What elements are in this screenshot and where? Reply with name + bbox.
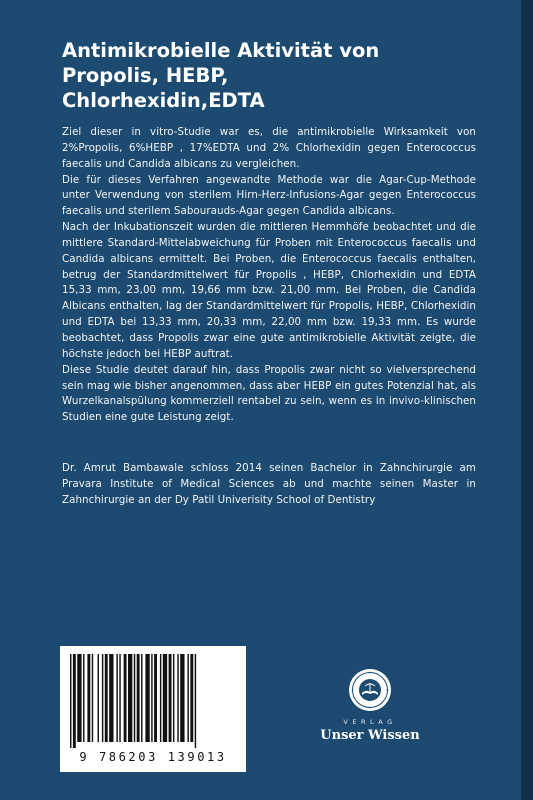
barcode-bar — [195, 654, 196, 748]
barcode-bar — [137, 654, 140, 742]
publisher-seal-icon — [348, 668, 392, 712]
barcode-bars — [68, 654, 238, 748]
barcode-bar — [190, 654, 193, 742]
barcode-bar — [109, 654, 113, 742]
abstract-paragraph: Diese Studie deutet darauf hin, dass Propolis zwar nicht so vielversprechend sein mag wie bisher angenommen, dass aber HEBP ein gutes Potenzial hat, als Wurzelkanalspülung kommerziell rentabel zu sein, wenn es in invivo-klinischen Studien eine gute Leistung zeigt. — [62, 363, 476, 424]
barcode-bar — [119, 654, 120, 742]
barcode-bar — [160, 654, 161, 742]
title-line: Chlorhexidin,EDTA — [62, 89, 265, 112]
author-bio: Dr. Amrut Bambawale schloss 2014 seinen Bachelor in Zahnchirurgie am Pravara Institute of Medical Sciences ab und machte seinen Master in Zahnchirurgie an der Dy Patil Univerisity School of Dentistry — [62, 462, 476, 506]
abstract-paragraph: Ziel dieser in vitro-Studie war es, die antimikrobielle Wirksamkeit von 2%Propolis, 6%HEBP , 17%EDTA und 2% Chlorhexidin gegen Enterococcus faecalis und Candida albicans zu vergleichen. — [62, 126, 476, 170]
barcode-bar — [128, 654, 132, 742]
barcode-bar — [77, 654, 81, 742]
barcode-bar — [180, 654, 184, 742]
barcode-bar — [83, 654, 84, 742]
barcode-bar — [92, 654, 93, 742]
abstract-paragraph: Die für dieses Verfahren angewandte Methode war die Agar-Cup-Methode unter Verwendung von sterilem Hirn-Herz-Infusions-Agar gegen Enterococcus faecalis und sterilem Sabourauds-Agar gegen Candida albicans. — [62, 173, 476, 218]
publisher-logo — [300, 668, 440, 743]
barcode-bar — [102, 654, 103, 742]
publisher-label: VERLAG — [343, 718, 397, 726]
spine-edge — [521, 0, 533, 800]
barcode-bar — [87, 654, 90, 742]
abstract-paragraph: Nach der Inkubationszeit wurden die mittleren Hemmhöfe beobachtet und die mittlere Standard-Mittelabweichung für Proben mit Enterococcus faecalis und Candida albicans ermittelt. Bei Proben, die Enterococcus faecalis enthalten, betrug der Standardmittelwert für Propolis , HEBP, Chlorhexidin und EDTA 15,33 mm, 23,00 mm, 19,66 mm bzw. 21,00 mm. Bei Proben, die Candida Albicans enthalten, lag der Standardmittelwert für Propolis, HEBP, Chlorhexidin und EDTA bei 13,33 mm, 20,33 mm, 22,00 mm bzw. 19,33 mm. Es wurde beobachtet, dass Propolis zwar eine gute antimikrobielle Aktivität zeigte, die höchste jedoch bei HEBP auftrat. — [62, 221, 476, 360]
barcode-bar — [151, 654, 152, 742]
abstract-text — [62, 125, 476, 426]
title-line: Propolis, HEBP, — [62, 64, 229, 87]
isbn-barcode — [60, 646, 246, 772]
barcode-bar — [134, 654, 135, 742]
barcode-bar — [124, 654, 127, 742]
barcode-bar — [105, 654, 108, 742]
barcode-bar — [187, 654, 188, 742]
barcode-bar — [145, 654, 149, 742]
barcode-bar — [177, 654, 178, 742]
barcode-bar — [163, 654, 167, 742]
barcode-bar — [116, 654, 117, 742]
barcode-bar — [98, 654, 99, 742]
publisher-name: Unser Wissen — [320, 728, 420, 743]
barcode-bar — [70, 654, 71, 748]
title-line: Antimikrobielle Aktivität von — [62, 39, 380, 62]
book-title — [62, 38, 492, 113]
barcode-bar — [73, 654, 76, 748]
barcode-bar — [173, 654, 174, 742]
barcode-bar — [154, 654, 157, 742]
barcode-bar — [169, 654, 172, 742]
barcode-bar — [141, 654, 142, 742]
isbn-number: 9 786203 139013 — [79, 750, 227, 764]
